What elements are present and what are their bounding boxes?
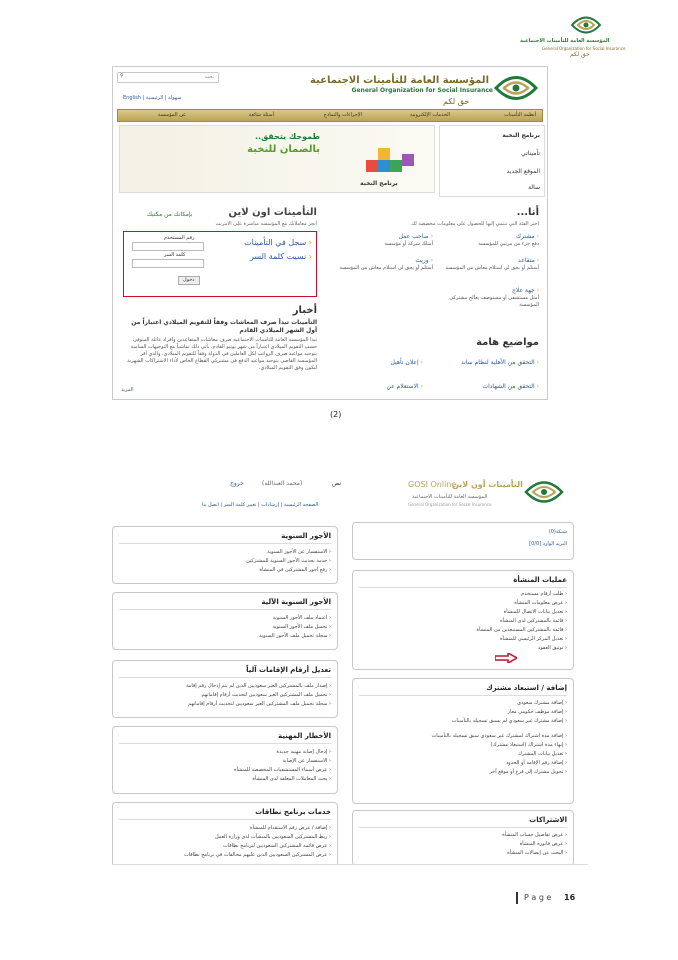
nav-item-insurance[interactable]: أنظمة التأمينات [504, 112, 536, 118]
list-item-label: رفع أجور المشتركين في المنشأة [259, 567, 328, 573]
list-item-label: تعديل المركز الرئيسي للمنشأة [499, 636, 564, 642]
chevron-left-icon: ‹ [536, 383, 539, 390]
banner-subtitle: بالضمان للنخبة [247, 144, 320, 155]
chevron-left-icon: ‹ [565, 769, 567, 775]
chevron-left-icon: ‹ [565, 718, 567, 724]
online-panel [117, 207, 321, 303]
list-item-label: إضافة رقم الإقامة أو الحدود [505, 760, 564, 766]
add-subscriber-panel [352, 678, 574, 804]
add-list [363, 699, 567, 777]
chevron-left-icon: ‹ [536, 287, 539, 294]
nav-item-faq[interactable]: أسئلة شائعة [248, 112, 274, 118]
list-item[interactable] [121, 682, 331, 691]
site-logo-icon [493, 73, 539, 103]
subs-title: الاشتراكات [529, 816, 567, 824]
establishment-panel [352, 570, 574, 670]
taqat-list [121, 824, 331, 860]
site-slogan: حق لكم [443, 97, 470, 106]
list-item-label: إضافة مشترك غير سعودي لم يسبق تسجيله بالتأمينات [451, 718, 564, 724]
chevron-left-icon: ‹ [536, 359, 539, 366]
ana-item-desc: أستلم أو يحق لي استلام معاش من المؤسسة [339, 265, 433, 271]
wages-auto-panel [112, 592, 338, 650]
chevron-left-icon: ‹ [308, 238, 312, 247]
topic-link[interactable] [482, 383, 539, 391]
ana-item-title: جهة علاج [512, 287, 535, 294]
chevron-left-icon: ‹ [430, 257, 433, 264]
list-item-label: تعديل بيانات المشترك [517, 751, 564, 757]
chevron-left-icon: ‹ [565, 627, 567, 633]
list-item[interactable] [367, 849, 567, 858]
topic-label: إعلان تأهيل [390, 359, 419, 366]
list-item[interactable] [131, 632, 331, 641]
list-item[interactable] [363, 732, 567, 741]
topic-label: الاستعلام عن [386, 383, 419, 390]
side-menu-item[interactable]: تأميناتي [521, 150, 540, 157]
chevron-left-icon: ‹ [565, 609, 567, 615]
news-body: تبدأ المؤسسة العامة للتأمينات الاجتماعية صرف معاشات المتقاعدين وأفراد عائلة المتوفى حسب التقويم الميلادي اعتباراً من شهر يونيو القادم، يأتي ذلك تماشياً مع التوجيهات السامية بتوحيد مواعيد صرف الرواتب لكل العاملين في الدولة وفقاً للتقويم الميلادي، والذي أقر المؤسسة القاضي بتوحيد مواعيد الدفع في مشتركي القطاع الخاص لأداء الاشتراكات الشهرية ليكون وفق التقويم الميلادي. [127, 337, 317, 371]
list-item-label: خدمة تحديث الأجور السنوية للمشتركين [246, 558, 328, 564]
ana-item[interactable] [333, 257, 433, 272]
password-label: كلمة السر [164, 252, 186, 258]
topics-title: مواضيع هامة [476, 337, 539, 348]
chevron-left-icon: ‹ [565, 742, 567, 748]
news-headline[interactable]: التأمينات تبدأ صرف المعاشات وفقاً للتقويم الميلادي اعتباراً من أول الشهر الميلادي القادم [131, 319, 317, 334]
list-item[interactable] [367, 644, 567, 653]
search-box[interactable] [117, 72, 219, 83]
list-item[interactable] [131, 623, 331, 632]
nav-item-about[interactable]: عن المؤسسة [157, 112, 186, 118]
list-item-label: إضافة مشترك سعودي [517, 700, 564, 706]
list-item[interactable] [363, 741, 567, 750]
ana-item-desc: أمثل مستشفى أو مستوصف يعالج مشتركي المؤسسة [449, 295, 539, 308]
brand-en: GOSI Online [408, 480, 457, 489]
password-input[interactable] [132, 259, 204, 268]
chevron-left-icon: ‹ [565, 733, 567, 739]
chevron-left-icon: ‹ [329, 852, 331, 858]
banner-title: طموحك يتحقق.. [255, 132, 320, 141]
site-title-en: General Organization for Social Insurance [351, 87, 493, 94]
ana-item-desc: دفع جزء من مرتبي للمؤسسة [478, 241, 539, 247]
nav-item-procedures[interactable]: الإجراءات والنماذج [323, 112, 362, 118]
list-item-label: سجلة تحميل ملف الأجور السنوية [259, 633, 328, 639]
chevron-left-icon: ‹ [565, 700, 567, 706]
ana-item-desc: أمتلك شركة أو مؤسسة [384, 241, 433, 247]
side-menu [439, 125, 545, 197]
inbox-panel [352, 522, 574, 560]
chevron-left-icon: ‹ [329, 567, 331, 573]
site-header [113, 67, 547, 109]
banner-blocks [366, 148, 414, 184]
ana-item-title: وريث [415, 257, 429, 264]
list-item[interactable] [131, 748, 331, 757]
chevron-left-icon: ‹ [565, 618, 567, 624]
chevron-left-icon: ‹ [565, 760, 567, 766]
page-footer [516, 890, 616, 906]
list-item[interactable] [367, 831, 567, 840]
chevron-left-icon: ‹ [329, 692, 331, 698]
chevron-left-icon: ‹ [329, 767, 331, 773]
chevron-left-icon: ‹ [536, 233, 539, 240]
topic-label: التحقق من الشهادات [482, 383, 535, 390]
list-item[interactable] [131, 566, 331, 575]
chevron-left-icon: ‹ [565, 832, 567, 838]
chevron-left-icon: ‹ [329, 549, 331, 555]
list-item-label: الاستفسار عن الإصابة [282, 758, 328, 764]
list-item-label: إضافة موظف حكومي معار [507, 709, 564, 715]
list-item-label: ربط المشتركين السعوديين بالمنشآت لدى وزارة العمل [214, 834, 328, 840]
list-item[interactable] [131, 757, 331, 766]
login-box [123, 231, 317, 297]
footer-bar [516, 892, 518, 904]
wages-list [131, 548, 331, 575]
chevron-left-icon: ‹ [565, 751, 567, 757]
list-item-label: عرض فاتورة المنشأة [519, 841, 564, 847]
chevron-left-icon: ‹ [329, 701, 331, 707]
doc-slogan: حق لكم [570, 51, 590, 58]
ana-title: أنا... [516, 207, 539, 218]
wages-auto-title: الأجور السنوية الآلية [261, 598, 331, 606]
wages-title: الأجور السنوية [281, 532, 331, 540]
chevron-left-icon: ‹ [329, 624, 331, 630]
list-item-label: إدخال إصابة مهنية جديدة [276, 749, 328, 755]
org-en: General Organization for Social Insurance [408, 502, 492, 507]
ana-item[interactable] [333, 233, 433, 248]
ana-item[interactable] [439, 233, 539, 248]
list-item[interactable] [121, 691, 331, 700]
list-item-label: تحميل ملف الأجور السنوية [272, 624, 328, 630]
side-menu-item[interactable]: سالة [528, 184, 540, 191]
list-item-label: تحويل مشترك إلى فرع أو موقع آخر [489, 769, 564, 775]
list-item[interactable] [367, 635, 567, 644]
news-title: أخبار [292, 305, 317, 316]
search-icon[interactable]: ⚲ [120, 73, 124, 79]
chevron-left-icon: ‹ [329, 633, 331, 639]
list-item-label: عرض أسماء المستشفيات المخصصة للمنشأة [233, 767, 328, 773]
org-ar: المؤسسة العامة للتأمينات الاجتماعية [412, 494, 488, 500]
page-number: 16 [564, 893, 576, 902]
username-label: رقم المستخدم [164, 235, 195, 241]
establishment-list [367, 590, 567, 653]
forgot-label: نسيت كلمة السر [249, 252, 307, 261]
chevron-left-icon: ‹ [329, 758, 331, 764]
list-item-label: سجلة تحميل ملف المشتركين الغير سعوديين لتحديث أرقام إقاماتهم [188, 701, 328, 707]
list-item-label: تحميل ملف المشتركين الغير سعوديين لتحديث أرقام إقاماتهم [201, 692, 328, 698]
login-button[interactable]: دخول [178, 276, 200, 285]
hazards-title: الأخطار المهنية [278, 732, 331, 740]
banner-program: برنامج النخبة [360, 180, 398, 187]
chevron-left-icon: ‹ [565, 709, 567, 715]
top-links[interactable]: الصفحة الرئيسية | إرشادات | تغيير كلمة السر | اتصل بنا [202, 502, 319, 508]
list-item[interactable] [131, 548, 331, 557]
topics-panel [325, 337, 543, 397]
brand-ar: التأمينات أون لاين [452, 480, 523, 489]
doc-header [520, 14, 640, 64]
gosi-header [112, 470, 588, 514]
list-item-label: تعديل بيانات الاتصال للمنشأة [503, 609, 564, 615]
establishment-title: عمليات المنشأة [513, 576, 567, 584]
chevron-left-icon: ‹ [565, 841, 567, 847]
side-menu-item[interactable]: الموقع الجديد [506, 168, 540, 175]
list-item[interactable] [363, 750, 567, 759]
topic-link[interactable] [439, 359, 539, 367]
add-title: إضافة / استبعاد مشترك [486, 684, 567, 692]
list-item[interactable] [367, 617, 567, 626]
list-item[interactable] [363, 717, 567, 726]
chevron-left-icon: ‹ [565, 636, 567, 642]
list-item[interactable] [367, 626, 567, 635]
main-nav [117, 109, 543, 122]
list-item-label: عرض معلومات المنشأة [514, 600, 564, 606]
list-item-label: إنهاء مدة اشتراك (استبعاد مشترك) [490, 742, 564, 748]
chevron-left-icon: ‹ [308, 252, 312, 261]
list-item-label: عرض قائمة المشتركين السعوديين لبرنامج نطاقات [223, 843, 328, 849]
ana-item-title: مشترك [516, 233, 535, 240]
subscriptions-panel [352, 810, 574, 865]
list-item-label: البحث عن إيصالات المنشأة [507, 850, 564, 856]
user-name: (محمد العبدالله) [262, 480, 303, 487]
topic-label: التحقق من الأهلية لنظام ساند [460, 359, 535, 366]
list-item-label: إضافة مدة اشتراك لمشترك غير سعودي سبق تسجيله بالتأمينات [431, 733, 564, 739]
chevron-left-icon: ‹ [420, 383, 423, 390]
ana-item-title: صاحب عمل [398, 233, 429, 240]
list-item[interactable] [131, 614, 331, 623]
list-item[interactable] [363, 699, 567, 708]
wages-auto-list [131, 614, 331, 641]
side-menu-item[interactable]: برنامج النخبة [502, 132, 540, 139]
ana-item[interactable] [439, 257, 539, 272]
taqat-panel [112, 802, 338, 865]
list-item[interactable] [131, 766, 331, 775]
inbox-link[interactable]: شبكة(0) [548, 529, 567, 535]
chevron-left-icon: ‹ [329, 825, 331, 831]
username-input[interactable] [132, 242, 204, 251]
iqama-title: تعديل أرقام الإقامات آلياً [246, 666, 331, 674]
list-item-label: توثيق العقود [538, 645, 564, 651]
chevron-left-icon: ‹ [329, 749, 331, 755]
register-link[interactable] [244, 238, 312, 248]
iqama-list [121, 682, 331, 709]
chevron-left-icon: ‹ [565, 600, 567, 606]
chevron-left-icon: ‹ [329, 843, 331, 849]
chevron-left-icon: ‹ [420, 359, 423, 366]
ana-desc: اختر الفئة التي تنتمي إليها للحصول على معلومات مخصصة لك [411, 221, 539, 227]
list-item-label: عرض المشتركين السعوديين الذين عليهم مخالفات في برنامج نطاقات [183, 852, 328, 858]
list-item[interactable] [363, 759, 567, 768]
list-item-label: إضافة / عرض رقم الاستقدام للمنشأة [249, 825, 328, 831]
lang-links[interactable]: English | سهولة | الرئيسية [123, 95, 182, 101]
iqama-panel [112, 660, 338, 718]
subs-list [367, 831, 567, 858]
news-panel [117, 305, 321, 397]
list-item-label: الاستفسار عن الأجور السنوية [267, 549, 328, 555]
search-placeholder: بحث [204, 74, 214, 80]
chevron-left-icon: ‹ [565, 645, 567, 651]
ana-item-desc: أستلم أو يحق لي استلام معاش من المؤسسة [445, 265, 539, 271]
hazards-list [131, 748, 331, 784]
list-item[interactable] [363, 768, 567, 777]
list-item-label: قائمة بالمشتركين المستبعدين من المنشأة [476, 627, 564, 633]
chevron-left-icon: ‹ [329, 558, 331, 564]
list-item[interactable] [367, 840, 567, 849]
list-item[interactable] [121, 833, 331, 842]
list-item-label: طلب أرقام مستخدم [521, 591, 564, 597]
list-item[interactable] [367, 608, 567, 617]
logout-link[interactable]: خروج [230, 480, 244, 487]
site-title-ar: المؤسسة العامة للتأمينات الاجتماعية [310, 75, 489, 86]
screenshot-1 [112, 66, 548, 400]
topic-link[interactable] [387, 383, 424, 391]
list-item[interactable] [367, 599, 567, 608]
list-item[interactable] [121, 842, 331, 851]
chevron-left-icon: ‹ [329, 615, 331, 621]
list-item-label: عرض تفاصيل حساب المنشأة [502, 832, 564, 838]
ana-item[interactable] [439, 287, 539, 309]
chevron-left-icon: ‹ [565, 850, 567, 856]
red-arrow-icon [495, 653, 517, 663]
nav-item-eservices[interactable]: الخدمات الإلكترونية [409, 112, 450, 118]
list-item-label: قائمة بالمشتركين لدى المنشأة [500, 618, 564, 624]
register-label: سجل في التأمينات [244, 238, 307, 247]
chevron-left-icon: ‹ [430, 233, 433, 240]
taqat-title: خدمات برنامج نطاقات [255, 808, 331, 816]
list-item[interactable] [121, 700, 331, 709]
chevron-left-icon: ‹ [536, 257, 539, 264]
forgot-link[interactable] [250, 252, 312, 262]
list-item[interactable] [131, 557, 331, 566]
list-item[interactable] [367, 590, 567, 599]
figure-caption: (2) [330, 410, 342, 419]
chevron-left-icon: ‹ [329, 683, 331, 689]
ana-panel [325, 207, 543, 319]
welcome-label: نص [332, 480, 342, 487]
doc-org-name-ar: المؤسسة العامة للتأمينات الاجتماعية [520, 38, 610, 44]
banner[interactable] [119, 125, 435, 193]
list-item-label: اعتماد ملف الأجور السنوية [272, 615, 328, 621]
screenshot-2 [112, 470, 588, 865]
list-item[interactable] [121, 824, 331, 833]
hazards-panel [112, 726, 338, 794]
ana-item-title: متقاعد [518, 257, 535, 264]
chevron-left-icon: ‹ [329, 776, 331, 782]
online-title: التأمينات اون لاين [228, 207, 317, 218]
doc-org-name-en: General Organization for Social Insurance [542, 46, 626, 51]
news-more[interactable]: المزيد [121, 387, 134, 393]
chevron-left-icon: ‹ [329, 834, 331, 840]
list-item-label: إصدار ملف بالمشتركين الغير سعوديين الذين لم يتم إدخال رقم إقامة [186, 683, 328, 689]
list-item[interactable] [131, 775, 331, 784]
gosi-online-logo-icon [524, 478, 564, 506]
list-item[interactable] [363, 708, 567, 717]
topic-link[interactable] [391, 359, 424, 367]
chevron-left-icon: ‹ [565, 591, 567, 597]
online-desc: أنجز معاملاتك مع المؤسسة مباشرة على الانترنت [215, 221, 317, 227]
mail-link[interactable]: البريد الوارد [0/0] [529, 541, 567, 547]
online-subtitle: بإمكانك من مكتبك [147, 211, 193, 218]
gosi-logo-icon [570, 14, 602, 36]
list-item[interactable] [121, 851, 331, 860]
list-item-label: بحث المعاملات المعلقة لدى المنشأة [252, 776, 328, 782]
wages-panel [112, 526, 338, 584]
page-label: P a g e [524, 893, 552, 902]
